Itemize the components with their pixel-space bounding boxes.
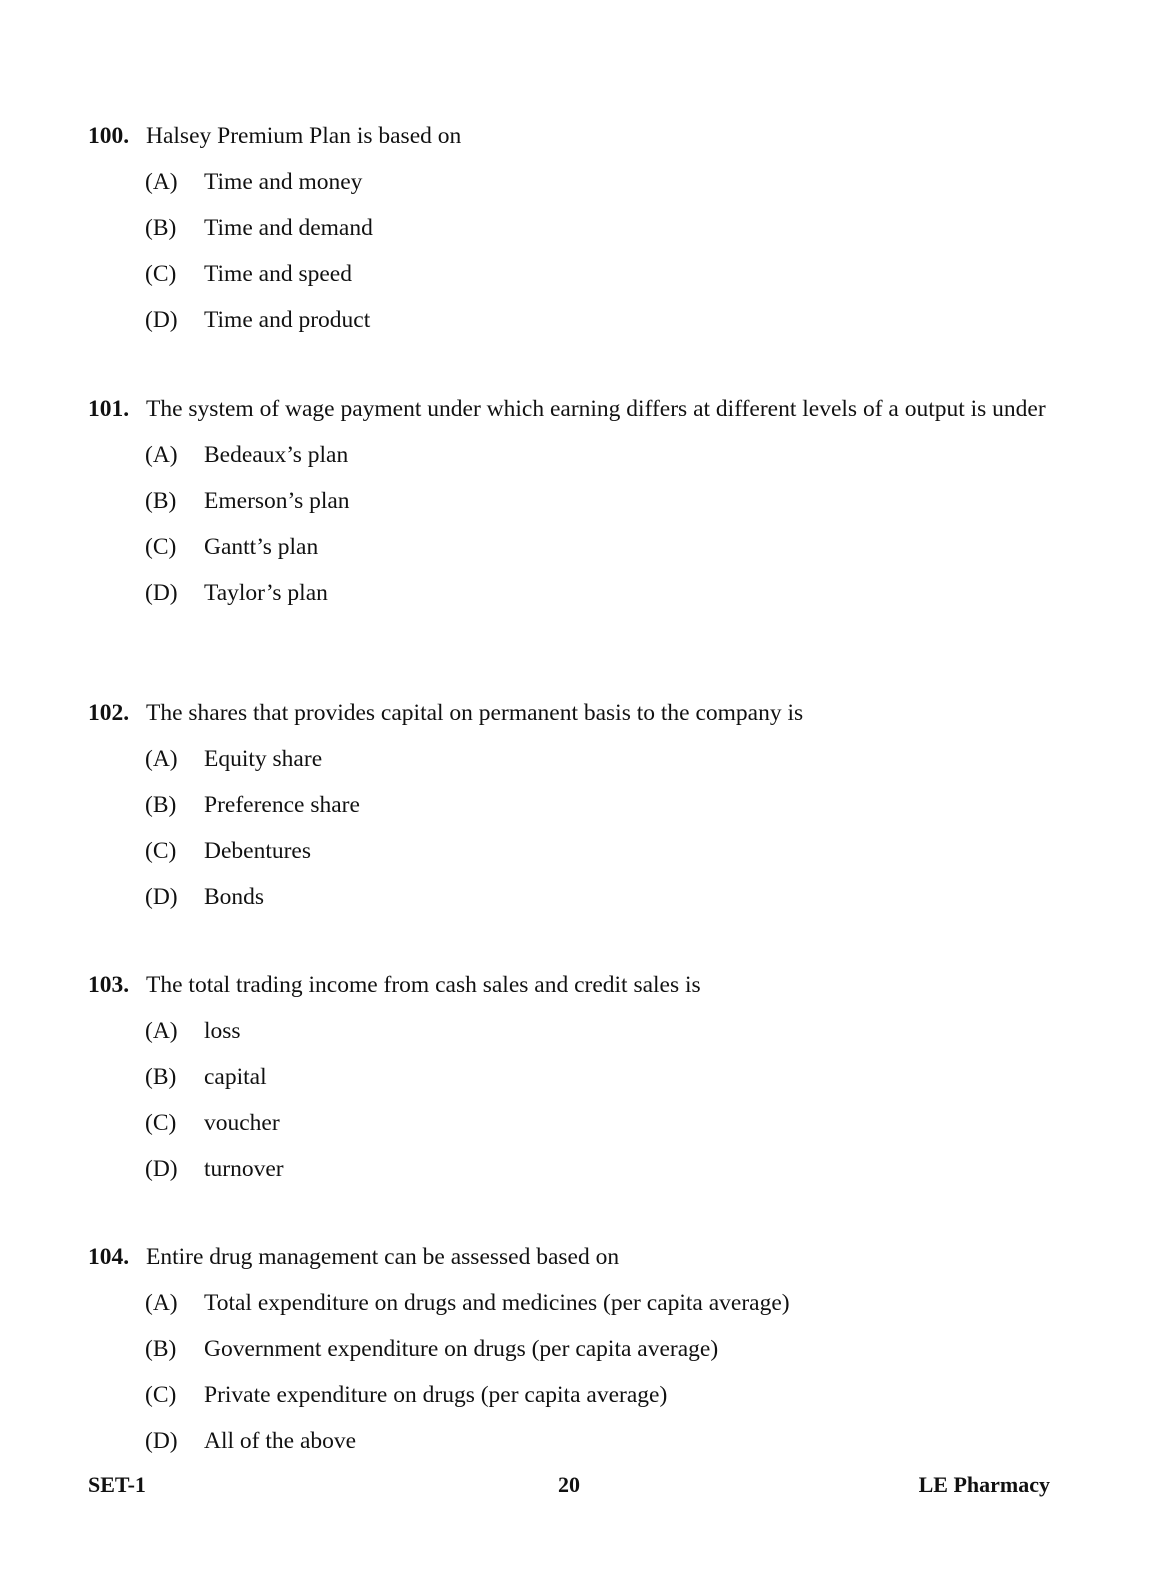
question-text: The system of wage payment under which earning differs at different levels of a output is under bbox=[146, 396, 1046, 422]
option-text: loss bbox=[204, 1018, 241, 1044]
option-c bbox=[88, 258, 1078, 304]
question-text: Halsey Premium Plan is based on bbox=[146, 123, 462, 149]
exam-title: LE Pharmacy bbox=[918, 1472, 1050, 1497]
question-stem bbox=[88, 969, 1078, 1001]
page-number: 20 bbox=[558, 1472, 580, 1497]
question-text: The total trading income from cash sales and credit sales is bbox=[146, 972, 701, 998]
option-text: Time and money bbox=[204, 169, 363, 195]
option-c bbox=[88, 1379, 1078, 1425]
option-letter: (D) bbox=[145, 1156, 178, 1182]
option-a bbox=[88, 166, 1078, 212]
option-letter: (A) bbox=[145, 746, 178, 772]
option-letter: (A) bbox=[145, 442, 178, 468]
option-letter: (C) bbox=[145, 534, 177, 560]
option-d bbox=[88, 577, 1078, 623]
option-a bbox=[88, 439, 1078, 485]
option-a bbox=[88, 1015, 1078, 1061]
question-100 bbox=[88, 120, 1078, 350]
option-letter: (C) bbox=[145, 838, 177, 864]
option-letter: (A) bbox=[145, 169, 178, 195]
question-101 bbox=[88, 393, 1078, 623]
option-letter: (B) bbox=[145, 1064, 177, 1090]
option-d bbox=[88, 881, 1078, 927]
question-stem bbox=[88, 393, 1078, 425]
option-text: Total expenditure on drugs and medicines (per capita average) bbox=[204, 1290, 790, 1316]
option-text: Time and speed bbox=[204, 261, 352, 287]
option-letter: (B) bbox=[145, 1336, 177, 1362]
option-letter: (C) bbox=[145, 261, 177, 287]
option-letter: (D) bbox=[145, 307, 178, 333]
set-label: SET-1 bbox=[88, 1472, 146, 1497]
question-number: 100. bbox=[88, 123, 130, 149]
option-b bbox=[88, 485, 1078, 531]
option-text: Emerson’s plan bbox=[204, 488, 350, 514]
question-stem bbox=[88, 697, 1078, 729]
option-letter: (C) bbox=[145, 1110, 177, 1136]
option-letter: (D) bbox=[145, 884, 178, 910]
option-a bbox=[88, 1287, 1078, 1333]
option-text: Bedeaux’s plan bbox=[204, 442, 349, 468]
option-text: turnover bbox=[204, 1156, 284, 1182]
option-text: Time and product bbox=[204, 307, 371, 333]
option-b bbox=[88, 789, 1078, 835]
option-text: Equity share bbox=[204, 746, 323, 772]
option-text: Gantt’s plan bbox=[204, 534, 319, 560]
option-letter: (C) bbox=[145, 1382, 177, 1408]
option-letter: (A) bbox=[145, 1290, 178, 1316]
option-d bbox=[88, 1425, 1078, 1471]
question-103 bbox=[88, 969, 1078, 1199]
option-c bbox=[88, 1107, 1078, 1153]
option-text: Debentures bbox=[204, 838, 312, 864]
option-d bbox=[88, 1153, 1078, 1199]
option-letter: (B) bbox=[145, 215, 177, 241]
question-text: Entire drug management can be assessed based on bbox=[146, 1244, 620, 1270]
option-a bbox=[88, 743, 1078, 789]
option-text: Government expenditure on drugs (per capita average) bbox=[204, 1336, 719, 1362]
question-104 bbox=[88, 1241, 1078, 1471]
question-number: 101. bbox=[88, 396, 130, 422]
option-text: capital bbox=[204, 1064, 267, 1090]
question-number: 102. bbox=[88, 700, 130, 726]
option-d bbox=[88, 304, 1078, 350]
option-text: All of the above bbox=[204, 1428, 357, 1454]
option-text: Private expenditure on drugs (per capita average) bbox=[204, 1382, 668, 1408]
question-number: 104. bbox=[88, 1244, 130, 1270]
option-text: Taylor’s plan bbox=[204, 580, 328, 606]
option-b bbox=[88, 1061, 1078, 1107]
question-102 bbox=[88, 697, 1078, 927]
option-b bbox=[88, 212, 1078, 258]
option-letter: (B) bbox=[145, 792, 177, 818]
question-stem bbox=[88, 1241, 1078, 1273]
option-text: Bonds bbox=[204, 884, 265, 910]
option-letter: (A) bbox=[145, 1018, 178, 1044]
page-footer bbox=[88, 1472, 1050, 1502]
option-letter: (B) bbox=[145, 488, 177, 514]
option-text: voucher bbox=[204, 1110, 280, 1136]
option-c bbox=[88, 531, 1078, 577]
option-text: Preference share bbox=[204, 792, 360, 818]
option-letter: (D) bbox=[145, 580, 178, 606]
question-number: 103. bbox=[88, 972, 130, 998]
question-text: The shares that provides capital on permanent basis to the company is bbox=[146, 700, 804, 726]
option-letter: (D) bbox=[145, 1428, 178, 1454]
option-text: Time and demand bbox=[204, 215, 373, 241]
option-b bbox=[88, 1333, 1078, 1379]
option-c bbox=[88, 835, 1078, 881]
question-stem bbox=[88, 120, 1078, 152]
